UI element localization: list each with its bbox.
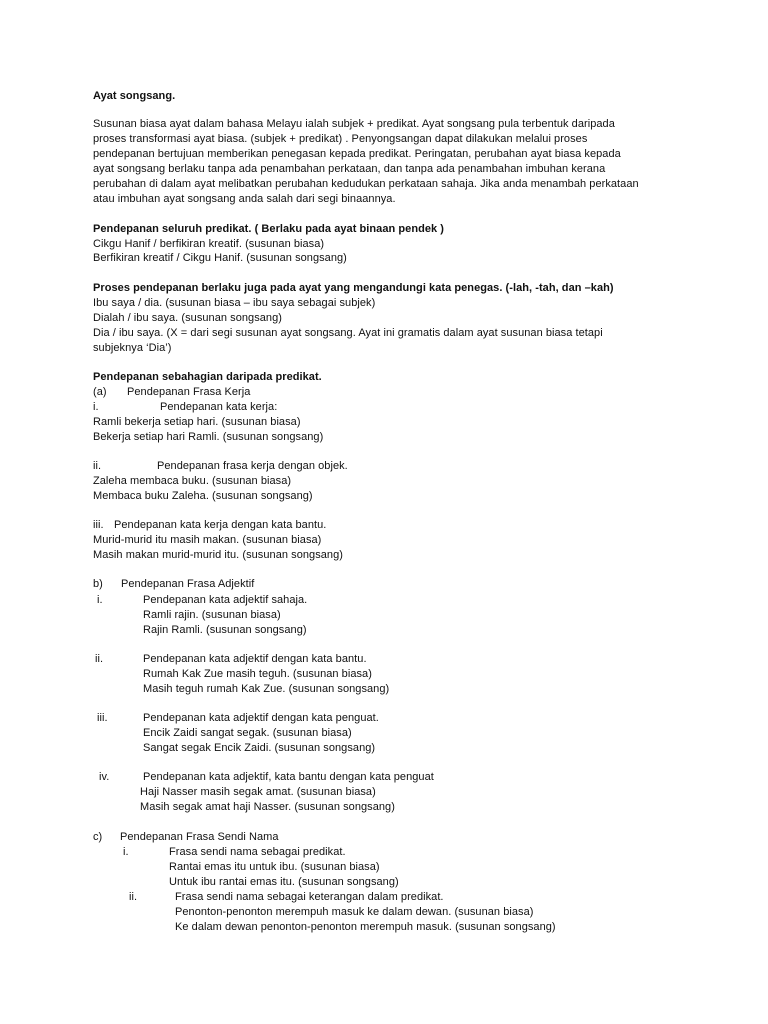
example-line: Rumah Kak Zue masih teguh. (susunan biasa) (143, 668, 372, 680)
example-line: Berfikiran kreatif / Cikgu Hanif. (susunan songsang) (93, 252, 347, 264)
subsection-label: Pendepanan Frasa Kerja (127, 386, 251, 398)
item-title: Frasa sendi nama sebagai keterangan dalam predikat. (175, 891, 444, 903)
example-line: Sangat segak Encik Zaidi. (susunan songsang) (143, 742, 376, 754)
example-line: Ke dalam dewan penonton-penonton merempuh masuk. (susunan songsang) (175, 921, 556, 933)
item-title: Pendepanan kata kerja: (160, 401, 278, 413)
example-line: Ramli bekerja setiap hari. (susunan biasa) (93, 416, 301, 428)
item-number: iv. (99, 771, 110, 783)
intro-line: perubahan di dalam ayat melibatkan perubahan kedudukan perkataan sahaja. Jika anda menambah perkataan (93, 178, 639, 190)
item-title: Frasa sendi nama sebagai predikat. (169, 846, 346, 858)
intro-line: Susunan biasa ayat dalam bahasa Melayu ialah subjek + predikat. Ayat songsang pula terbentuk daripada (93, 118, 615, 130)
example-line: Zaleha membaca buku. (susunan biasa) (93, 475, 292, 487)
example-line: Encik Zaidi sangat segak. (susunan biasa) (143, 727, 352, 739)
intro-line: proses transformasi ayat biasa. (subjek + predikat) . Penyongsangan dapat dilakukan melalui proses (93, 133, 588, 145)
section2-heading: Proses pendepanan berlaku juga pada ayat yang mengandungi kata penegas. (-lah, -tah, dan –kah) (93, 282, 614, 294)
example-line: Murid-murid itu masih makan. (susunan biasa) (93, 534, 322, 546)
example-line: Membaca buku Zaleha. (susunan songsang) (93, 490, 313, 502)
example-line: Cikgu Hanif / berfikiran kreatif. (susunan biasa) (93, 238, 325, 250)
item-title: Pendepanan frasa kerja dengan objek. (157, 460, 348, 472)
subsection-marker: c) (93, 831, 103, 843)
example-line: Untuk ibu rantai emas itu. (susunan songsang) (169, 876, 399, 888)
intro-line: atau imbuhan ayat songsang anda salah dari segi binaannya. (93, 193, 396, 205)
item-title: Pendepanan kata adjektif, kata bantu dengan kata penguat (143, 771, 434, 783)
subsection-marker: (a) (93, 386, 107, 398)
intro-line: ayat songsang berlaku tanpa ada penambahan perkataan, dan tanpa ada penambahan imbuhan kerana (93, 163, 606, 175)
example-line: Masih teguh rumah Kak Zue. (susunan songsang) (143, 683, 390, 695)
item-number: ii. (93, 460, 102, 472)
item-number: i. (97, 594, 103, 606)
example-line: Bekerja setiap hari Ramli. (susunan songsang) (93, 431, 324, 443)
item-number: ii. (129, 891, 138, 903)
item-number: iii. (93, 519, 104, 531)
example-line: Masih segak amat haji Nasser. (susunan songsang) (140, 801, 395, 813)
section3-heading: Pendepanan sebahagian daripada predikat. (93, 371, 322, 383)
example-line: subjeknya ‘Dia’) (93, 342, 172, 354)
subsection-label: Pendepanan Frasa Adjektif (121, 578, 255, 590)
intro-line: pendepanan bertujuan memberikan penegasan kepada predikat. Peringatan, perubahan ayat biasa kepada (93, 148, 621, 160)
example-line: Dialah / ibu saya. (susunan songsang) (93, 312, 282, 324)
example-line: Dia / ibu saya. (X = dari segi susunan ayat songsang. Ayat ini gramatis dalam ayat susunan biasa tetapi (93, 327, 603, 339)
subsection-label: Pendepanan Frasa Sendi Nama (120, 831, 279, 843)
item-title: Pendepanan kata adjektif sahaja. (143, 594, 308, 606)
subsection-marker: b) (93, 578, 103, 590)
example-line: Rantai emas itu untuk ibu. (susunan biasa) (169, 861, 380, 873)
item-title: Pendepanan kata adjektif dengan kata penguat. (143, 712, 379, 724)
document-title: Ayat songsang. (93, 90, 176, 102)
item-number: i. (93, 401, 99, 413)
example-line: Haji Nasser masih segak amat. (susunan biasa) (140, 786, 376, 798)
example-line: Ramli rajin. (susunan biasa) (143, 609, 281, 621)
example-line: Rajin Ramli. (susunan songsang) (143, 624, 307, 636)
item-title: Pendepanan kata adjektif dengan kata bantu. (143, 653, 367, 665)
example-line: Ibu saya / dia. (susunan biasa – ibu saya sebagai subjek) (93, 297, 376, 309)
example-line: Masih makan murid-murid itu. (susunan songsang) (93, 549, 343, 561)
example-line: Penonton-penonton merempuh masuk ke dalam dewan. (susunan biasa) (175, 906, 534, 918)
item-number: ii. (95, 653, 104, 665)
section1-heading: Pendepanan seluruh predikat. ( Berlaku pada ayat binaan pendek ) (93, 223, 445, 235)
item-title: Pendepanan kata kerja dengan kata bantu. (114, 519, 327, 531)
item-number: i. (123, 846, 129, 858)
item-number: iii. (97, 712, 108, 724)
